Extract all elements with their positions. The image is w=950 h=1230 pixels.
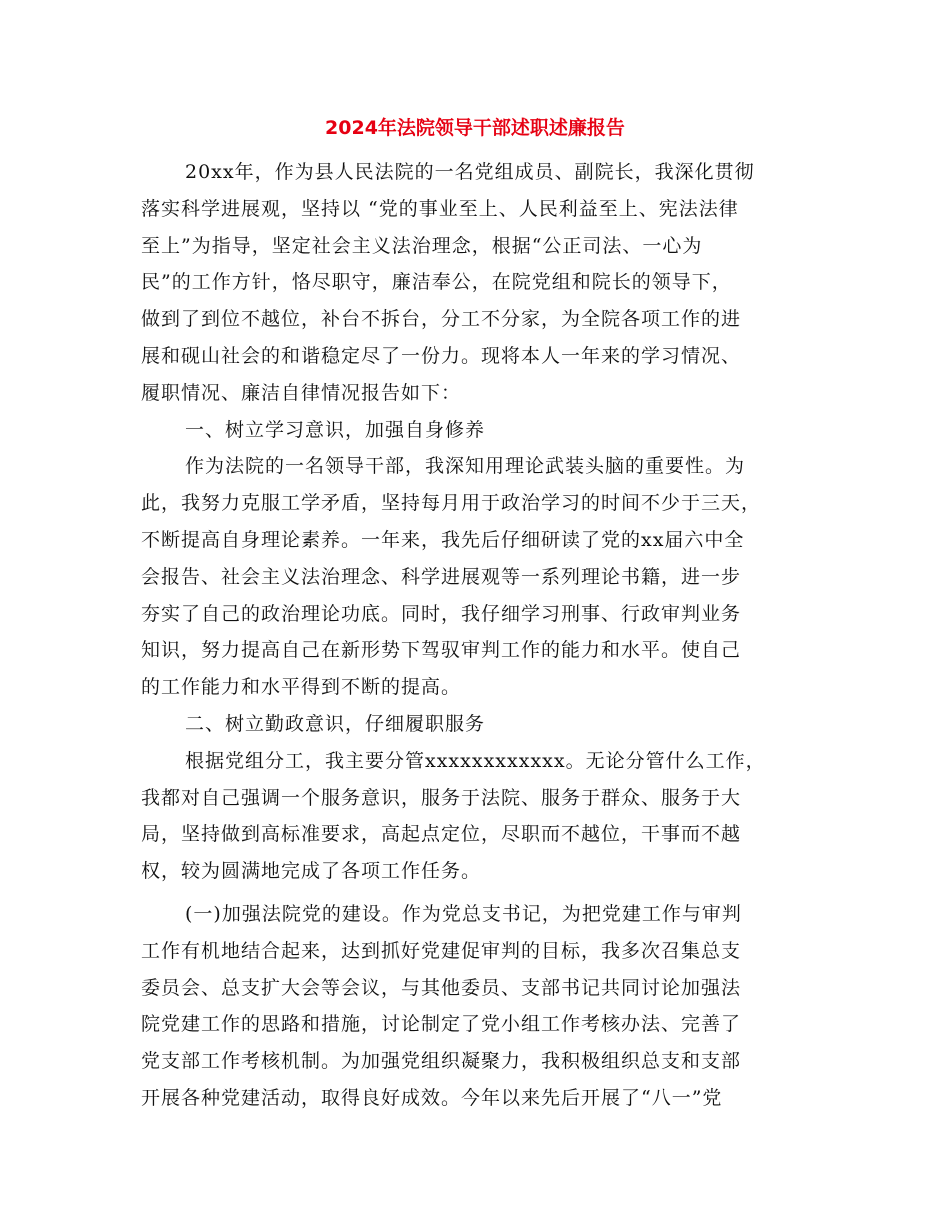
paragraph-line: 委员会、总支扩大会等会议，与其他委员、支部书记共同讨论加强法: [141, 976, 742, 999]
paragraph-line: 展和砚山社会的和谐稳定尽了一份力。现将本人一年来的学习情况、: [141, 344, 742, 367]
paragraph-line: 此，我努力克服工学矛盾，坚持每月用于政治学习的时间不少于三天，: [141, 492, 762, 515]
paragraph-line: 我都对自己强调一个服务意识，服务于法院、服务于群众、服务于大: [141, 786, 742, 809]
paragraph-line: 20xx年，作为县人民法院的一名党组成员、副院长，我深化贯彻: [185, 161, 755, 183]
paragraph-line: 至上”为指导，坚定社会主义法治理念，根据“公正司法、一心为: [141, 234, 703, 257]
document-body: [141, 154, 809, 1117]
paragraph-line: 夯实了自己的政治理论功底。同时，我仔细学习刑事、行政审判业务: [141, 602, 742, 625]
paragraph-line: 院党建工作的思路和措施，讨论制定了党小组工作考核办法、完善了: [141, 1013, 742, 1036]
paragraph-line: 做到了到位不越位，补台不拆台，分工不分家，为全院各项工作的进: [141, 308, 742, 331]
paragraph-line: 不断提高自身理论素养。一年来，我先后仔细研读了党的xx届六中全: [141, 528, 745, 551]
section-heading: 一、树立学习意识，加强自身修养: [185, 418, 486, 441]
paragraph-line: 落实科学进展观，坚持以 “党的事业至上、人民利益至上、宪法法律: [141, 197, 739, 220]
section-heading: 二、树立勤政意识，仔细履职服务: [185, 712, 486, 735]
paragraph-line: 根据党组分工，我主要分管xxxxxxxxxxxx。无论分管什么工作，: [185, 749, 766, 772]
paragraph-line: 知识，努力提高自己在新形势下驾驭审判工作的能力和水平。使自己: [141, 639, 742, 662]
paragraph-line: 民”的工作方针，恪尽职守，廉洁奉公，在院党组和院长的领导下，: [141, 271, 732, 294]
document-title: 2024年法院领导干部述职述廉报告: [325, 117, 625, 139]
paragraph-line: (一)加强法院党的建设。作为党总支书记，为把党建工作与审判: [185, 902, 742, 925]
paragraph-line: 履职情况、廉洁自律情况报告如下：: [141, 381, 462, 404]
paragraph-line: 局，坚持做到高标准要求，高起点定位，尽职而不越位，干事而不越: [141, 823, 742, 846]
paragraph-line: 开展各种党建活动，取得良好成效。今年以来先后开展了“八一”党: [141, 1086, 723, 1109]
paragraph-line: 工作有机地结合起来，达到抓好党建促审判的目标，我多次召集总支: [141, 939, 742, 962]
paragraph-line: 的工作能力和水平得到不断的提高。: [141, 676, 462, 699]
paragraph-line: 作为法院的一名领导干部，我深知用理论武装头脑的重要性。为: [185, 455, 746, 478]
paragraph-line: 会报告、社会主义法治理念、科学进展观等一系列理论书籍，进一步: [141, 565, 742, 588]
paragraph-line: 党支部工作考核机制。为加强党组织凝聚力，我积极组织总支和支部: [141, 1050, 742, 1073]
paragraph-line: 权，较为圆满地完成了各项工作任务。: [141, 860, 482, 883]
